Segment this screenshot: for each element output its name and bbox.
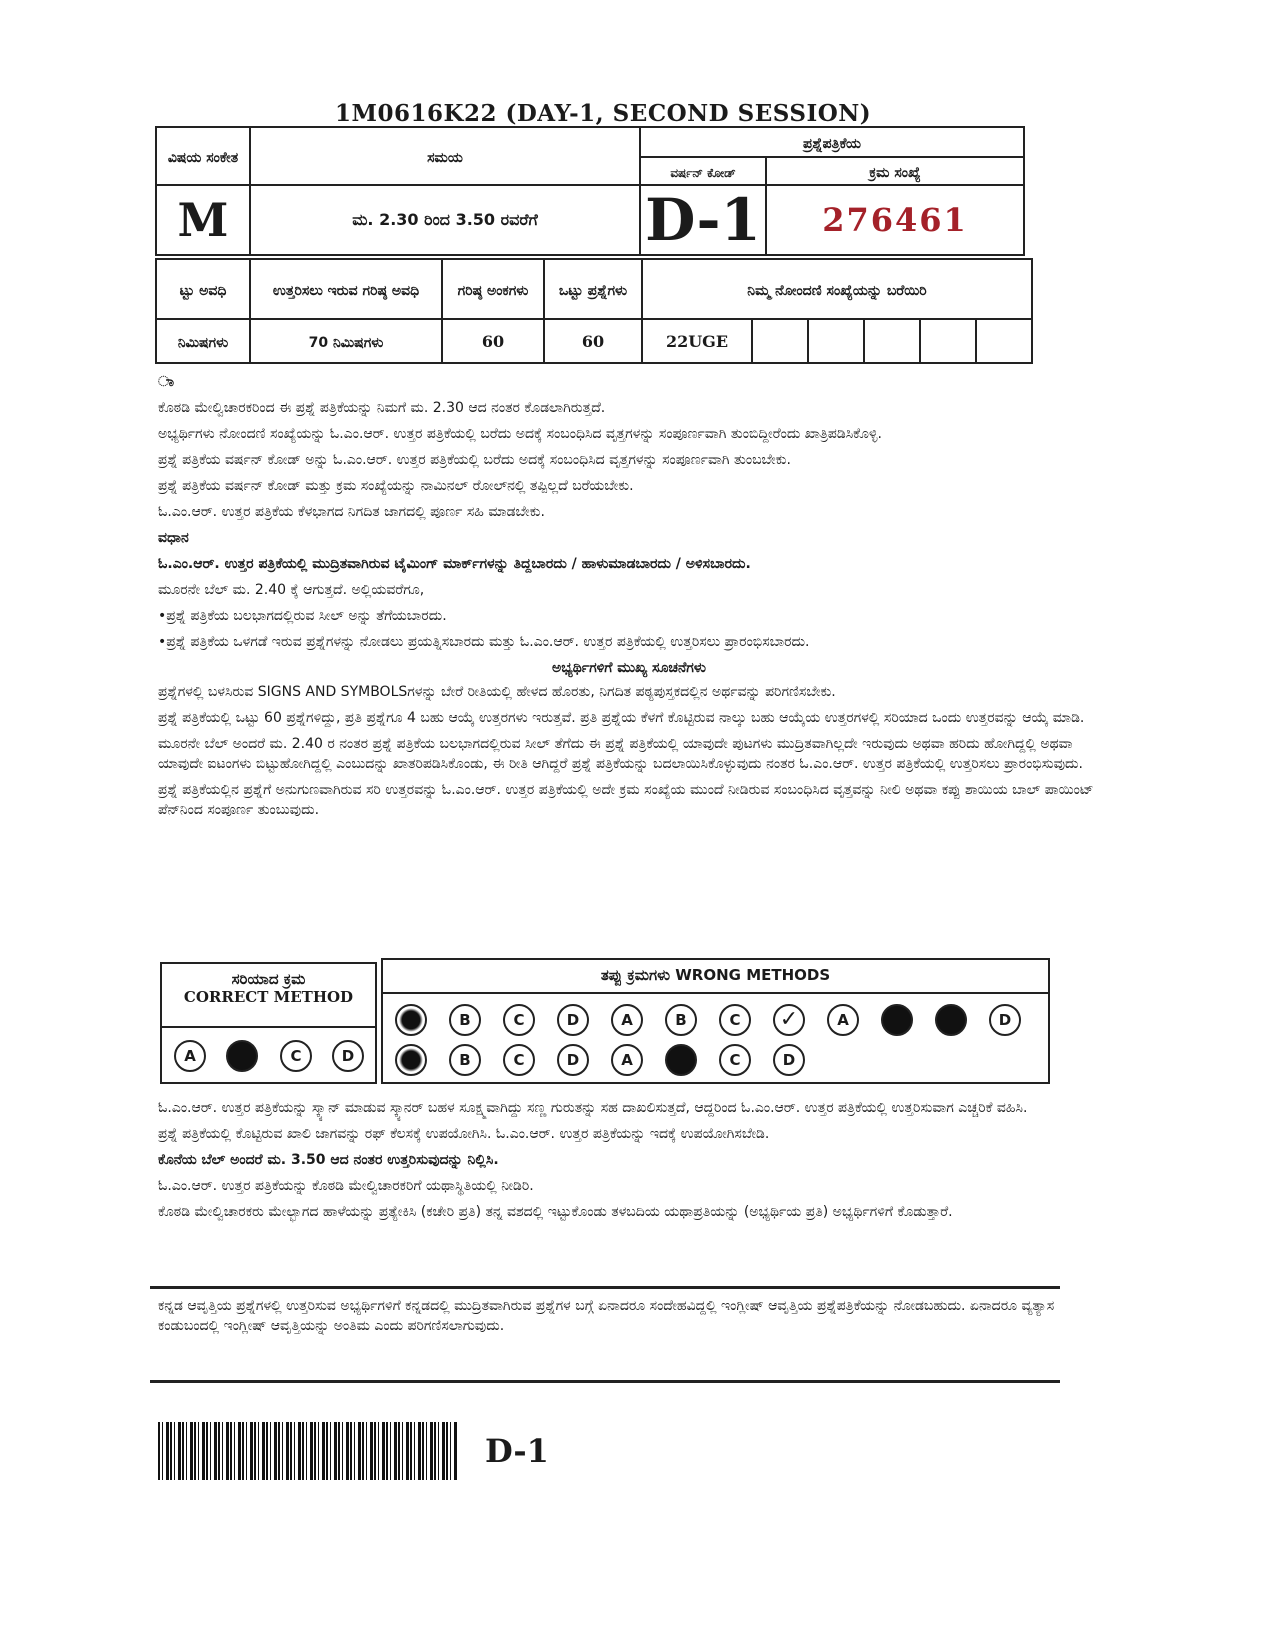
warning-line: ಮೂರನೇ ಬೆಲ್ ಮ. 2.40 ಕ್ಕೆ ಆಗುತ್ತದೆ. ಅಲ್ಲಿಯವರೆಗೂ, [158, 582, 425, 598]
reg-no-label: ನಿಮ್ಮ ನೋಂದಣಿ ಸಂಖ್ಯೆಯನ್ನು ಬರೆಯಿರಿ [642, 259, 1032, 319]
reg-prefix: 22UGE [642, 319, 752, 363]
max-marks: 60 [442, 319, 544, 363]
wrong-bubble [665, 1044, 697, 1076]
wrong-bubble: C [719, 1004, 751, 1036]
wrong-bubble: D [557, 1044, 589, 1076]
max-marks-label: ಗರಿಷ್ಠ ಅಂಕಗಳು [442, 259, 544, 319]
footer-line: ಕೊಠಡಿ ಮೇಲ್ವಿಚಾರಕರು ಮೇಲ್ಭಾಗದ ಹಾಳೆಯನ್ನು ಪ್ರತ್ಯೇಕಿಸಿ (ಕಚೇರಿ ಪ್ರತಿ) ತನ್ನ ವಶದಲ್ಲಿ ಇಟ್ಟುಕೊಂಡು ತಳಬದಿಯ ಯಥಾಪ್ರತಿಯನ್ನು (ಅಭ್ಯರ್ಥಿಯ ಪ್ರತಿ) ಅಭ್ಯರ್ಥಿಗಳಿಗೆ ಕೊಡುತ್ತಾರೆ. [158, 1204, 953, 1220]
bubble-a: A [174, 1040, 206, 1072]
divider-bottom [150, 1380, 1060, 1383]
footer-line: ಓ.ಎಂ.ಆರ್. ಉತ್ತರ ಪತ್ರಿಕೆಯನ್ನು ಸ್ಕ್ಯಾನ್ ಮಾಡುವ ಸ್ಕ್ಯಾನರ್ ಬಹಳ ಸೂಕ್ಷ್ಮವಾಗಿದ್ದು ಸಣ್ಣ ಗುರುತನ್ನು ಸಹ ದಾಖಲಿಸುತ್ತದೆ, ಆದ್ದರಿಂದ ಓ.ಎಂ.ಆರ್. ಉತ್ತರ ಪತ್ರಿಕೆಯಲ್ಲಿ ಉತ್ತರಿಸುವಾಗ ಎಚ್ಚರಿಕೆ ವಹಿಸಿ. [158, 1100, 1028, 1116]
wrong-bubble: ✓ [773, 1004, 805, 1036]
time-value: ಮ. 2.30 ರಿಂದ 3.50 ರವರೆಗೆ [250, 185, 640, 255]
reg-box-2[interactable] [808, 319, 864, 363]
reg-box-5[interactable] [976, 319, 1032, 363]
wrong-bubble [935, 1004, 967, 1036]
bubble-c: C [280, 1040, 312, 1072]
wrong-bubble: C [503, 1044, 535, 1076]
bubble-b-filled [226, 1040, 258, 1072]
wrong-bubble: D [989, 1004, 1021, 1036]
instruction-line: ಅಭ್ಯರ್ಥಿಗಳು ನೋಂದಣಿ ಸಂಖ್ಯೆಯನ್ನು ಓ.ಎಂ.ಆರ್. ಉತ್ತರ ಪತ್ರಿಕೆಯಲ್ಲಿ ಬರೆದು ಅದಕ್ಕೆ ಸಂಬಂಧಿಸಿದ ವೃತ್ತಗಳನ್ನು ಸಂಪೂರ್ಣವಾಗಿ ತುಂಬಿದ್ದೀರೆಂದು ಖಾತ್ರಿಪಡಿಸಿಕೊಳ್ಳಿ. [158, 426, 882, 442]
question-paper-label: ಪ್ರಶ್ನೆಪತ್ರಿಕೆಯ [640, 127, 1024, 157]
wrong-method-label: ತಪ್ಪು ಕ್ರಮಗಳು WRONG METHODS [600, 966, 831, 984]
barcode [158, 1422, 458, 1480]
important-line: ಪ್ರಶ್ನೆಗಳಲ್ಲಿ ಬಳಸಿರುವ SIGNS AND SYMBOLSಗಳನ್ನು ಬೇರೆ ರೀತಿಯಲ್ಲಿ ಹೇಳದ ಹೊರತು, ನಿಗದಿತ ಪಠ್ಯಪುಸ್ತಕದಲ್ಲಿನ ಅರ್ಥವನ್ನು ಪರಿಗಣಿಸಬೇಕು. [158, 684, 836, 700]
reg-box-3[interactable] [864, 319, 920, 363]
instruction-line: ಓ.ಎಂ.ಆರ್. ಉತ್ತರ ಪತ್ರಿಕೆಯ ಕೆಳಭಾಗದ ನಿಗದಿತ ಜಾಗದಲ್ಲಿ ಪೂರ್ಣ ಸಹಿ ಮಾಡಬೇಕು. [158, 504, 545, 520]
warning-line: • ಪ್ರಶ್ನೆ ಪತ್ರಿಕೆಯ ಬಲಭಾಗದಲ್ಲಿರುವ ಸೀಲ್ ಅನ್ನು ತೆಗೆಯಬಾರದು. [158, 606, 1100, 626]
exam-info-table [155, 126, 1025, 256]
wrong-bubble: C [503, 1004, 535, 1036]
footer-instructions [158, 1098, 1100, 1228]
footer-line: ಪ್ರಶ್ನೆ ಪತ್ರಿಕೆಯಲ್ಲಿ ಕೊಟ್ಟಿರುವ ಖಾಲಿ ಜಾಗವನ್ನು ರಫ್ ಕೆಲಸಕ್ಕೆ ಉಪಯೋಗಿಸಿ. ಓ.ಎಂ.ಆರ್. ಉತ್ತರ ಪತ್ರಿಕೆಯನ್ನು ಇದಕ್ಕೆ ಉಪಯೋಗಿಸಬೇಡಿ. [158, 1126, 770, 1142]
correct-method-en: CORRECT METHOD [183, 988, 354, 1006]
warning-label: ವಧಾನ [158, 530, 189, 546]
wrong-bubble [395, 1044, 427, 1076]
warning-line: ಓ.ಎಂ.ಆರ್. ಉತ್ತರ ಪತ್ರಿಕೆಯಲ್ಲಿ ಮುದ್ರಿತವಾಗಿರುವ ಟೈಮಿಂಗ್ ಮಾರ್ಕ್‌ಗಳನ್ನು ತಿದ್ದಬಾರದು / ಹಾಳುಮಾಡಬಾರದು / ಅಳಿಸಬಾರದು. [158, 556, 751, 572]
footer-line: ಕೊನೆಯ ಬೆಲ್ ಅಂದರೆ ಮ. 3.50 ಆದ ನಂತರ ಉತ್ತರಿಸುವುದನ್ನು ನಿಲ್ಲಿಸಿ. [158, 1152, 499, 1168]
correct-method-kn: ಸರಿಯಾದ ಕ್ರಮ [231, 970, 306, 988]
wrong-bubble: D [773, 1044, 805, 1076]
important-line: ಮೂರನೇ ಬೆಲ್ ಅಂದರೆ ಮ. 2.40 ರ ನಂತರ ಪ್ರಶ್ನೆ ಪತ್ರಿಕೆಯ ಬಲಭಾಗದಲ್ಲಿರುವ ಸೀಲ್ ತೆಗೆದು ಈ ಪ್ರಶ್ನೆ ಪತ್ರಿಕೆಯಲ್ಲಿ ಯಾವುದೇ ಪುಟಗಳು ಮುದ್ರಿತವಾಗಿಲ್ಲದೇ ಇರುವುದು ಅಥವಾ ಹರಿದು ಹೋಗಿದ್ದಲ್ಲಿ ಅಥವಾ ಯಾವುದೇ ಐಟಂಗಳು ಬಿಟ್ಟುಹೋಗಿದ್ದಲ್ಲಿ ಎಂಬುದನ್ನು ಖಾತರಿಪಡಿಸಿಕೊಂಡು, ಈ ರೀತಿ ಆಗಿದ್ದರೆ ಪ್ರಶ್ನೆ ಪತ್ರಿಕೆಯನ್ನು ಬದಲಾಯಿಸಿಕೊಳ್ಳುವುದು ನಂತರ ಓ.ಎಂ.ಆರ್. ಉತ್ತರ ಪತ್ರಿಕೆಯಲ್ಲಿ ಉತ್ತರಿಸಲು ಪ್ರಾರಂಭಿಸುವುದು. [158, 736, 1083, 772]
section-mark: ಾ [158, 374, 175, 390]
answer-time: 70 ನಿಮಿಷಗಳು [250, 319, 442, 363]
important-line: ಪ್ರಶ್ನೆ ಪತ್ರಿಕೆಯಲ್ಲಿನ ಪ್ರಶ್ನೆಗೆ ಅನುಗುಣವಾಗಿರುವ ಸರಿ ಉತ್ತರವನ್ನು ಓ.ಎಂ.ಆರ್. ಉತ್ತರ ಪತ್ರಿಕೆಯಲ್ಲಿ ಅದೇ ಕ್ರಮ ಸಂಖ್ಯೆಯ ಮುಂದೆ ನೀಡಿರುವ ಸಂಬಂಧಿಸಿದ ವೃತ್ತವನ್ನು ನೀಲಿ ಅಥವಾ ಕಪ್ಪು ಶಾಯಿಯ ಬಾಲ್ ಪಾಯಿಂಟ್ ಪೆನ್‌ನಿಂದ ಸಂಪೂರ್ಣ ತುಂಬುವುದು. [158, 782, 1094, 818]
important-heading: ಅಭ್ಯರ್ಥಿಗಳಿಗೆ ಮುಖ್ಯ ಸೂಚನೆಗಳು [552, 660, 706, 676]
footer-line: ಓ.ಎಂ.ಆರ್. ಉತ್ತರ ಪತ್ರಿಕೆಯನ್ನು ಕೊಠಡಿ ಮೇಲ್ವಿಚಾರಕರಿಗೆ ಯಥಾಸ್ಥಿತಿಯಲ್ಲಿ ನೀಡಿರಿ. [158, 1178, 534, 1194]
total-duration-label: ಟ್ಟು ಅವಧಿ [156, 259, 250, 319]
wrong-bubble: D [557, 1004, 589, 1036]
important-line: ಪ್ರಶ್ನೆ ಪತ್ರಿಕೆಯಲ್ಲಿ ಒಟ್ಟು 60 ಪ್ರಶ್ನೆಗಳಿದ್ದು, ಪ್ರತಿ ಪ್ರಶ್ನೆಗೂ 4 ಬಹು ಆಯ್ಕೆ ಉತ್ತರಗಳು ಇರುತ್ತವೆ. ಪ್ರತಿ ಪ್ರಶ್ನೆಯ ಕೆಳಗೆ ಕೊಟ್ಟಿರುವ ನಾಲ್ಕು ಬಹು ಆಯ್ಕೆಯ ಉತ್ತರಗಳಲ್ಲಿ ಸರಿಯಾದ ಒಂದು ಉತ್ತರವನ್ನು ಆಯ್ಕೆ ಮಾಡಿ. [158, 710, 1085, 726]
instruction-line: ಪ್ರಶ್ನೆ ಪತ್ರಿಕೆಯ ವರ್ಷನ್ ಕೋಡ್ ಮತ್ತು ಕ್ರಮ ಸಂಖ್ಯೆಯನ್ನು ನಾಮಿನಲ್ ರೋಲ್‌ನಲ್ಲಿ ತಪ್ಪಿಲ್ಲದೆ ಬರೆಯಬೇಕು. [158, 478, 634, 494]
total-questions-label: ಒಟ್ಟು ಪ್ರಶ್ನೆಗಳು [544, 259, 642, 319]
reg-box-4[interactable] [920, 319, 976, 363]
serial-no-label: ಕ್ರಮ ಸಂಖ್ಯೆ [766, 157, 1024, 185]
total-questions: 60 [544, 319, 642, 363]
wrong-method-box [381, 958, 1050, 1084]
wrong-bubble: C [719, 1044, 751, 1076]
answer-time-label: ಉತ್ತರಿಸಲು ಇರುವ ಗರಿಷ್ಠ ಅವಧಿ [250, 259, 442, 319]
wrong-bubble: B [665, 1004, 697, 1036]
total-duration: ನಿಮಿಷಗಳು [156, 319, 250, 363]
reg-box-1[interactable] [752, 319, 808, 363]
wrong-bubble: A [827, 1004, 859, 1036]
version-code: D-1 [640, 185, 766, 255]
subject-code-label: ವಿಷಯ ಸಂಕೇತ [156, 127, 250, 185]
subject-code: M [156, 185, 250, 255]
duration-table [155, 258, 1033, 364]
bubble-d: D [332, 1040, 364, 1072]
wrong-bubble: B [449, 1044, 481, 1076]
instruction-line: ಕೊಠಡಿ ಮೇಲ್ವಿಚಾರಕರಿಂದ ಈ ಪ್ರಶ್ನೆ ಪತ್ರಿಕೆಯನ್ನು ನಿಮಗೆ ಮ. 2.30 ಆದ ನಂತರ ಕೊಡಲಾಗಿರುತ್ತದೆ. [158, 400, 606, 416]
wrong-bubble [395, 1004, 427, 1036]
instructions [158, 372, 1100, 826]
barcode-version-label: D-1 [485, 1432, 549, 1470]
warning-line: • ಪ್ರಶ್ನೆ ಪತ್ರಿಕೆಯ ಒಳಗಡೆ ಇರುವ ಪ್ರಶ್ನೆಗಳನ್ನು ನೋಡಲು ಪ್ರಯತ್ನಿಸಬಾರದು ಮತ್ತು ಓ.ಎಂ.ಆರ್. ಉತ್ತರ ಪತ್ರಿಕೆಯಲ್ಲಿ ಉತ್ತರಿಸಲು ಪ್ರಾರಂಭಿಸಬಾರದು. [158, 632, 1100, 652]
instruction-line: ಪ್ರಶ್ನೆ ಪತ್ರಿಕೆಯ ವರ್ಷನ್ ಕೋಡ್ ಅನ್ನು ಓ.ಎಂ.ಆರ್. ಉತ್ತರ ಪತ್ರಿಕೆಯಲ್ಲಿ ಬರೆದು ಅದಕ್ಕೆ ಸಂಬಂಧಿಸಿದ ವೃತ್ತಗಳನ್ನು ಸಂಪೂರ್ಣವಾಗಿ ತುಂಬಬೇಕು. [158, 452, 791, 468]
wrong-bubble: B [449, 1004, 481, 1036]
english-note-text: ಕನ್ನಡ ಆವೃತ್ತಿಯ ಪ್ರಶ್ನೆಗಳಲ್ಲಿ ಉತ್ತರಿಸುವ ಅಭ್ಯರ್ಥಿಗಳಿಗೆ ಕನ್ನಡದಲ್ಲಿ ಮುದ್ರಿತವಾಗಿರುವ ಪ್ರಶ್ನೆಗಳ ಬಗ್ಗೆ ಏನಾದರೂ ಸಂದೇಹವಿದ್ದಲ್ಲಿ ಇಂಗ್ಲೀಷ್ ಆವೃತ್ತಿಯ ಪ್ರಶ್ನೆಪತ್ರಿಕೆಯನ್ನು ನೋಡಬಹುದು. ಏನಾದರೂ ವ್ಯತ್ಯಾಸ ಕಂಡುಬಂದಲ್ಲಿ ಇಂಗ್ಲೀಷ್ ಆವೃತ್ತಿಯನ್ನು ಅಂತಿಮ ಎಂದು ಪರಿಗಣಿಸಲಾಗುವುದು. [158, 1298, 1055, 1334]
page-title: 1M0616K22 (DAY-1, SECOND SESSION) [335, 100, 872, 127]
serial-number: 276461 [766, 185, 1024, 255]
time-label: ಸಮಯ [250, 127, 640, 185]
correct-method-box [160, 962, 377, 1084]
divider-top [150, 1286, 1060, 1289]
wrong-bubble [881, 1004, 913, 1036]
wrong-bubble: A [611, 1044, 643, 1076]
english-version-note [158, 1296, 1100, 1342]
wrong-bubble: A [611, 1004, 643, 1036]
version-code-label: ವರ್ಷನ್ ಕೋಡ್ [640, 157, 766, 185]
